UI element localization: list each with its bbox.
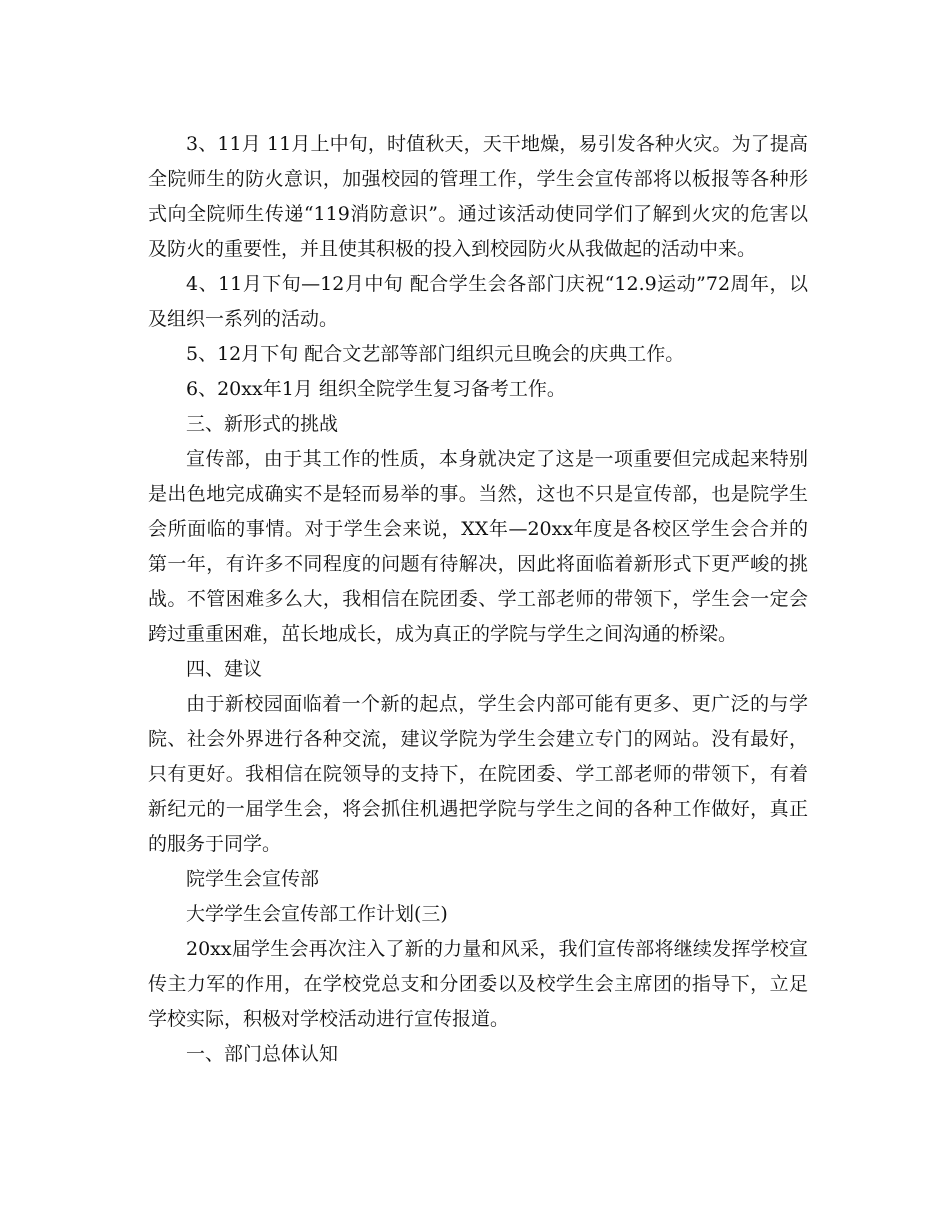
heading-suggestions: 四、建议 bbox=[186, 658, 263, 680]
heading-work-plan-three: 大学学生会宣传部工作计划(三) bbox=[186, 903, 448, 925]
paragraph-fire-safety: 3、11月 11月上中旬，时值秋天，天干地燥，易引发各种火灾。为了提高全院师生的防火意识，加强校园的管理工作，学生会宣传部将以板报等各种形式向全院师生传递“119消防意识”。通过该活动使同学们了解到火灾的危害以及防火的重要性，并且使其积极的投入到校园防火从我做起的活动中来。 bbox=[148, 133, 808, 260]
paragraph-intro: 20xx届学生会再次注入了新的力量和风采，我们宣传部将继续发挥学校宣传主力军的作用，在学校党总支和分团委以及校学生会主席团的指导下，立足学校实际，积极对学校活动进行宣传报道。 bbox=[148, 938, 808, 1030]
paragraph-challenges: 宣传部，由于其工作的性质，本身就决定了这是一项重要但完成起来特别是出色地完成确实不是轻而易举的事。当然，这也不只是宣传部，也是院学生会所面临的事情。对于学生会来说，XX年—20xx年度是各校区学生会合并的第一年，有许多不同程度的问题有待解决，因此将面临着新形式下更严峻的挑战。不管困难多么大，我相信在院团委、学工部老师的带领下，学生会一定会跨过重重困难，茁长地成长，成为真正的学院与学生之间沟通的桥梁。 bbox=[148, 448, 808, 645]
heading-new-challenges: 三、新形式的挑战 bbox=[186, 413, 339, 435]
paragraph-exam-review: 6、20xx年1月 组织全院学生复习备考工作。 bbox=[186, 378, 566, 400]
document-body bbox=[148, 127, 808, 1072]
heading-department-overview: 一、部门总体认知 bbox=[186, 1043, 339, 1065]
paragraph-suggestions: 由于新校园面临着一个新的起点，学生会内部可能有更多、更广泛的与学院、社会外界进行各种交流，建议学院为学生会建立专门的网站。没有最好，只有更好。我相信在院领导的支持下，在院团委、学工部老师的带领下，有着新纪元的一届学生会，将会抓住机遇把学院与学生之间的各种工作做好，真正的服务于同学。 bbox=[148, 693, 808, 855]
paragraph-new-year-gala: 5、12月下旬 配合文艺部等部门组织元旦晚会的庆典工作。 bbox=[186, 343, 685, 365]
signature-department: 院学生会宣传部 bbox=[186, 868, 320, 890]
paragraph-december-ninth: 4、11月下旬—12月中旬 配合学生会各部门庆祝“12.9运动”72周年，以及组织一系列的活动。 bbox=[148, 273, 808, 330]
